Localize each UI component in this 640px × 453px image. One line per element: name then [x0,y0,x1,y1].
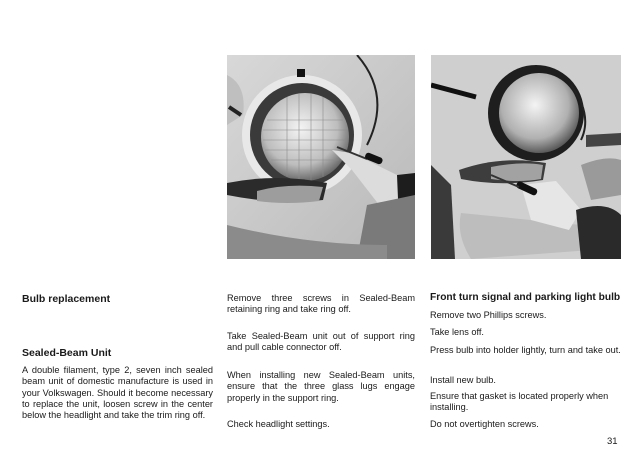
subsection-title-sealed-beam-unit: Sealed-Beam Unit [22,347,112,359]
instruction-step: Check headlight settings. [227,419,330,429]
section-title-bulb-replacement: Bulb replacement [22,293,111,305]
instruction-step: Remove three screws in Sealed-Beam retaining ring and take ring off. [227,293,415,315]
turn-signal-lens-photo [431,55,621,259]
headlight-photo-illustration [227,55,415,259]
instruction-step: Ensure that gasket is located properly when installing. [430,391,609,413]
turn-signal-photo-illustration [431,55,621,259]
instruction-step: Press bulb into holder lightly, turn and take out. [430,345,621,355]
instruction-step: Install new bulb. [430,375,496,385]
sealed-beam-description: A double filament, type 2, seven inch sealed beam unit of domestic manufacture is used in your Volkswagen. Should it become necessary to replace the unit, loosen screw in the center below the headlight and take the trim ring off. [22,365,213,421]
section-title-front-turn-signal: Front turn signal and parking light bulb [430,292,621,303]
instruction-step: Remove two Phillips screws. [430,310,547,320]
instruction-step: When installing new Sealed-Beam units, ensure that the three glass lugs engage properly in the support ring. [227,370,415,403]
instruction-step: Take lens off. [430,327,484,337]
instruction-step: Take Sealed-Beam unit out of support ring and pull cable connector off. [227,331,415,353]
page-number: 31 [607,436,618,447]
instruction-step: Do not overtighten screws. [430,419,539,429]
headlight-trim-ring-photo [227,55,415,259]
